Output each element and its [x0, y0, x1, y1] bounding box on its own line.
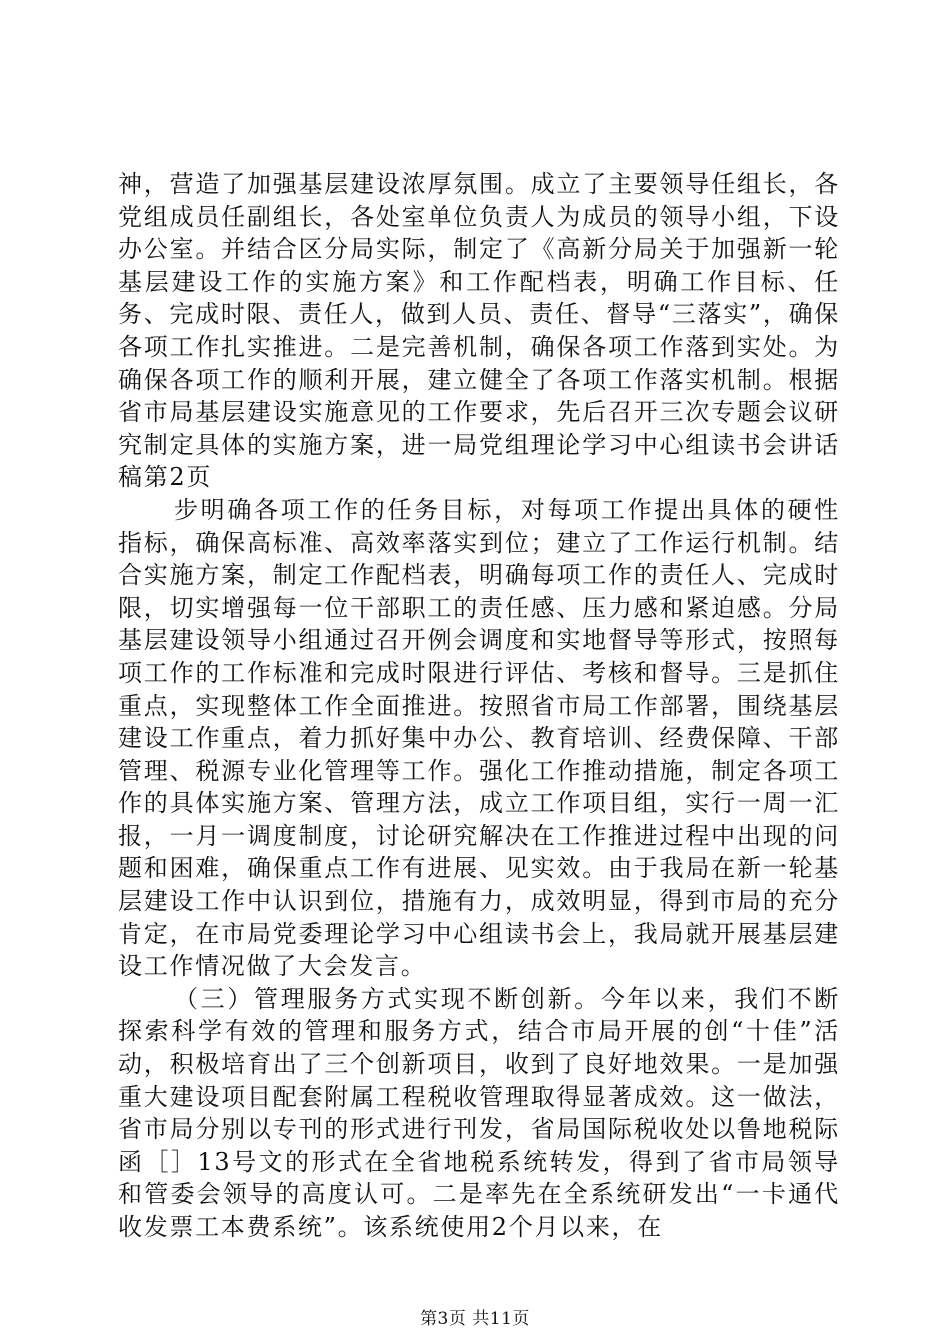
- paragraph-1: 神，营造了加强基层建设浓厚氛围。成立了主要领导任组长，各党组成员任副组长，各处室单位负责人为成员的领导小组，下设办公室。并结合区分局实际，制定了《高新分局关于加强新一轮基层建设工作的实施方案》和工作配档表，明确工作目标、任务、完成时限、责任人，做到人员、责任、督导“三落实”，确保各项工作扎实推进。二是完善机制，确保各项工作落到实处。为确保各项工作的顺利开展，建立健全了各项工作落实机制。根据省市局基层建设实施意见的工作要求，先后召开三次专题会议研究制定具体的实施方案，进一局党组理论学习中心组读书会讲话稿第2页: [118, 170, 840, 492]
- paragraph-3: （三）管理服务方式实现不断创新。今年以来，我们不断探索科学有效的管理和服务方式，结合市局开展的创“十佳”活动，积极培育出了三个创新项目，收到了良好地效果。一是加强重大建设项目配套附属工程税收管理取得显著成效。这一做法，省市局分别以专刊的形式进行刊发，省局国际税收处以鲁地税际函［］13号文的形式在全省地税系统转发，得到了省市局领导和管委会领导的高度认可。二是率先在全系统研发出“一卡通代收发票工本费系统”。该系统使用2个月以来，在: [118, 984, 840, 1241]
- paragraph-2: 步明确各项工作的任务目标，对每项工作提出具体的硬性指标，确保高标准、高效率落实到位；建立了工作运行机制。结合实施方案，制定工作配档表，明确每项工作的责任人、完成时限，切实增强每一位干部职工的责任感、压力感和紧迫感。分局基层建设领导小组通过召开例会调度和实地督导等形式，按照每项工作的工作标准和完成时限进行评估、考核和督导。三是抓住重点，实现整体工作全面推进。按照省市局工作部署，围绕基层建设工作重点，着力抓好集中办公、教育培训、经费保障、干部管理、税源专业化管理等工作。强化工作推动措施，制定各项工作的具体实施方案、管理方法，成立工作项目组，实行一周一汇报，一月一调度制度，讨论研究解决在工作推进过程中出现的问题和困难，确保重点工作有进展、见实效。由于我局在新一轮基层建设工作中认识到位，措施有力，成效明显，得到市局的充分肯定，在市局党委理论学习中心组读书会上，我局就开展基层建设工作情况做了大会发言。: [118, 495, 840, 981]
- document-body: [118, 168, 840, 1244]
- page-footer: 第3页 共11页: [420, 1309, 530, 1329]
